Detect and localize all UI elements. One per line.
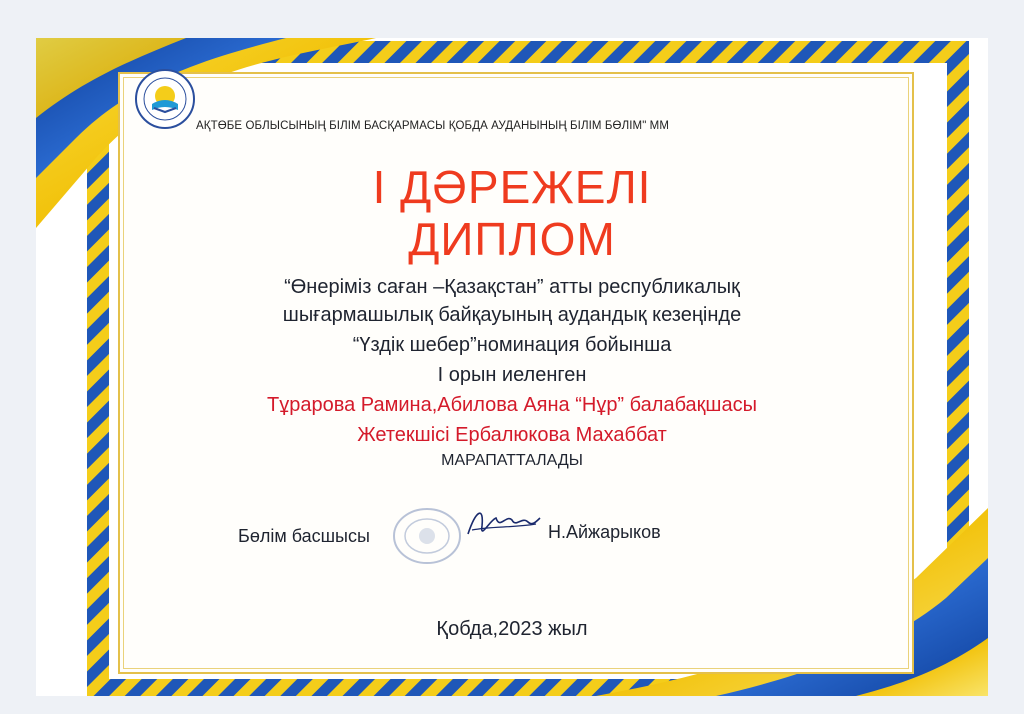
recipients-line: Тұрарова Рамина,Абилова Аяна “Нұр” балабақшасы	[267, 394, 757, 416]
place-and-year: Қобда,2023 жыл	[436, 618, 588, 640]
signatory-name: Н.Айжарыков	[548, 522, 661, 542]
awarded-line: МАРАПАТТАЛАДЫ	[441, 452, 583, 469]
place-line: І орын иеленген	[437, 364, 587, 386]
nomination-line: “Үздік шебер”номинация бойынша	[352, 334, 672, 356]
organization-name: АҚТӨБЕ ОБЛЫСЫНЫҢ БІЛІМ БАСҚАРМАСЫ ҚОБДА АУДАНЫНЫҢ БІЛІМ БӨЛІМ" ММ	[196, 120, 670, 132]
handwritten-signature-icon	[462, 500, 542, 548]
contest-line-2: шығармашылық байқауының аудандық кезеңінде	[282, 304, 742, 326]
signature-label: Бөлім басшысы	[238, 526, 370, 546]
supervisor-line: Жетекшісі Ербалюкова Махаббат	[357, 424, 667, 446]
diploma-title: ДИПЛОМ	[408, 213, 616, 265]
contest-line-1: “Өнеріміз саған –Қазақстан” атты республикалық	[284, 276, 740, 298]
diploma-degree-title: І ДӘРЕЖЕЛІ	[372, 161, 652, 213]
education-emblem-icon	[134, 68, 196, 130]
stamp-icon	[392, 506, 462, 566]
